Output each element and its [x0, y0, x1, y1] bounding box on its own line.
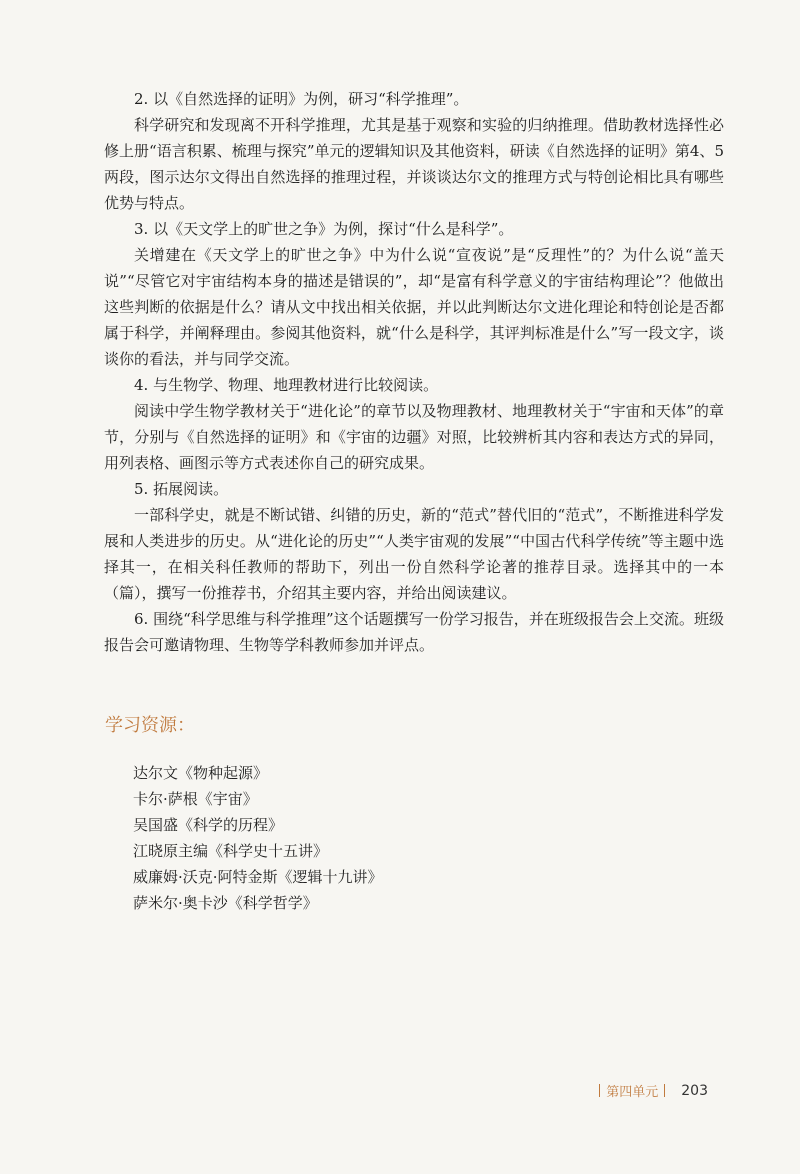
resource-item: 江晓原主编《科学史十五讲》 — [133, 842, 329, 860]
task-5-body: 一部科学史，就是不断试错、纠错的历史，新的“范式”替代旧的“范式”，不断推进科学发展和人类进步的历史。从“进化论的历史”“人类宇宙观的发展”“中国古代科学传统”等主题中选择其一，在相关科任教师的帮助下，列出一份自然科学论著的推荐目录。选择其中的一本（篇），撰写一份推荐书，介绍其主要内容，并给出阅读建议。 — [104, 506, 724, 602]
task-3-body: 关增建在《天文学上的旷世之争》中为什么说“宣夜说”是“反理性”的？为什么说“盖天说”“尽管它对宇宙结构本身的描述是错误的”，却“是富有科学意义的宇宙结构理论”？他做出这些判断的依据是什么？请从文中找出相关依据，并以此判断达尔文进化理论和特创论是否都属于科学，并阐释理由。参阅其他资料，就“什么是科学，其评判标准是什么”写一段文字，谈谈你的看法，并与同学交流。 — [104, 246, 724, 368]
task-list — [104, 86, 724, 658]
resource-item: 达尔文《物种起源》 — [133, 764, 269, 782]
page-number: 203 — [681, 1082, 708, 1099]
resource-item: 卡尔·萨根《宇宙》 — [133, 790, 258, 808]
resource-item: 萨米尔·奥卡沙《科学哲学》 — [133, 894, 318, 912]
task-6-text: 6. 围绕“科学思维与科学推理”这个话题撰写一份学习报告，并在班级报告会上交流。班级报告会可邀请物理、生物等学科教师参加并评点。 — [104, 610, 724, 654]
resources-heading: 学习资源： — [105, 715, 195, 736]
resource-item: 威廉姆·沃克·阿特金斯《逻辑十九讲》 — [133, 868, 383, 886]
task-2-title: 2. 以《自然选择的证明》为例，研习“科学推理”。 — [134, 90, 469, 108]
footer-divider — [664, 1084, 665, 1097]
task-2-body: 科学研究和发现离不开科学推理，尤其是基于观察和实验的归纳推理。借助教材选择性必修上册“语言积累、梳理与探究”单元的逻辑知识及其他资料，研读《自然选择的证明》第4、5两段，图示达尔文得出自然选择的推理过程，并谈谈达尔文的推理方式与特创论相比具有哪些优势与特点。 — [104, 116, 724, 212]
footer-divider — [599, 1084, 600, 1097]
task-4-title: 4. 与生物学、物理、地理教材进行比较阅读。 — [134, 376, 439, 394]
task-5-title: 5. 拓展阅读。 — [134, 480, 229, 498]
page-footer — [593, 1081, 708, 1100]
task-3-title: 3. 以《天文学上的旷世之争》为例，探讨“什么是科学”。 — [134, 220, 514, 238]
resource-list — [133, 760, 383, 916]
unit-label: 第四单元 — [606, 1085, 659, 1100]
task-4-body: 阅读中学生物学教材关于“进化论”的章节以及物理教材、地理教材关于“宇宙和天体”的章节，分别与《自然选择的证明》和《宇宙的边疆》对照，比较辨析其内容和表达方式的异同，用列表格、画图示等方式表述你自己的研究成果。 — [104, 402, 724, 472]
resource-item: 吴国盛《科学的历程》 — [133, 816, 284, 834]
